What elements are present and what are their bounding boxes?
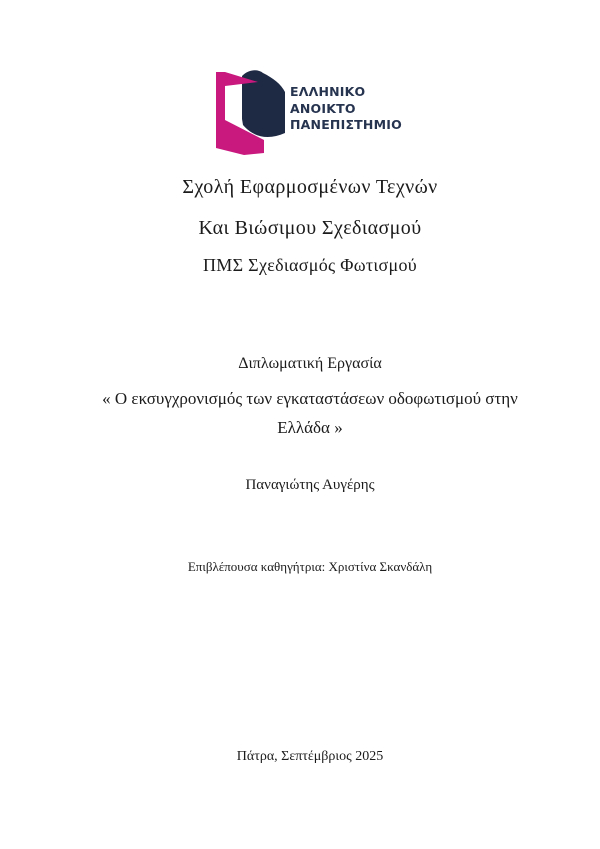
school-name-line1: Σχολή Εφαρμοσμένων Τεχνών <box>182 176 438 198</box>
university-name <box>290 84 402 134</box>
thesis-type-label: Διπλωματική Εργασία <box>238 355 382 372</box>
program-name: ΠΜΣ Σχεδιασμός Φωτισμού <box>203 255 417 275</box>
thesis-title-line2: Ελλάδα » <box>277 418 343 437</box>
supervisor-line: Επιβλέπουσα καθηγήτρια: Χριστίνα Σκανδάλη <box>187 559 433 574</box>
place-and-date: Πάτρα, Σεπτέμβριος 2025 <box>236 749 384 764</box>
school-name-line2: Και Βιώσιμου Σχεδιασμού <box>198 217 422 239</box>
university-logo <box>214 69 402 155</box>
university-name-line2: ΑΝΟΙΚΤΟ <box>290 100 356 116</box>
university-name-line3: ΠΑΝΕΠΙΣΤΗΜΙΟ <box>290 117 402 132</box>
thesis-title-line1: « Ο εκσυγχρονισμός των εγκαταστάσεων οδοφωτισμού στην <box>102 389 518 408</box>
author-name: Παναγιώτης Αυγέρης <box>245 477 375 493</box>
university-name-line1: ΕΛΛΗΝΙΚΟ <box>290 84 366 99</box>
open-book-logo-icon <box>214 69 286 155</box>
